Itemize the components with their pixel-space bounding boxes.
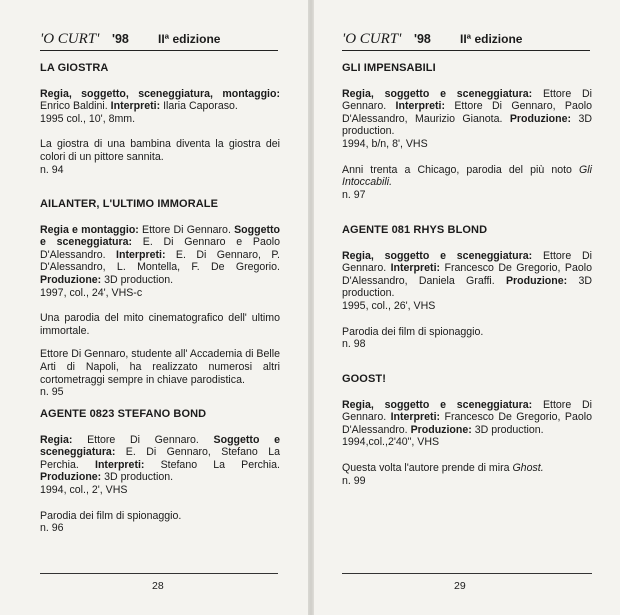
cast-label: Interpreti:	[390, 411, 441, 424]
right-page	[314, 0, 620, 615]
film-entry	[40, 408, 280, 546]
catalog-number: n. 97	[342, 188, 366, 201]
prod-value: 3D production.	[342, 274, 592, 300]
cast-value: Ilaria Caporaso.	[160, 100, 238, 113]
cast-value: Ettore Di Gennaro, Paolo D'Alessandro, Maurizio Gianota.	[342, 100, 592, 125]
cast-value: E. Di Gennaro, P. D'Alessandro, L. Montella, F. De Gregorio.	[40, 248, 280, 274]
prod-label: Produzione:	[509, 112, 572, 125]
catalog-number: n. 94	[40, 163, 64, 176]
film-description: La giostra di una bambina diventa la giostra dei colori di un pittore sannita. n. 94	[40, 138, 280, 176]
film-entry	[342, 62, 592, 212]
prod-value: 3D production.	[342, 112, 592, 138]
prod-label: Produzione:	[40, 471, 102, 484]
cast-label: Interpreti:	[110, 100, 161, 113]
film-entry	[342, 373, 592, 498]
cast-value: Stefano La Perchia.	[144, 458, 280, 471]
film-credits	[40, 88, 280, 126]
cast-label: Interpreti:	[390, 262, 441, 275]
film-title: GLI IMPENSABILI	[342, 62, 436, 74]
film-credits	[342, 399, 592, 449]
footer-rule	[342, 573, 592, 574]
tech-specs: 1997, col., 24', VHS-c	[40, 286, 143, 299]
cast-value: Francesco De Gregorio, Paolo D'Alessandro.	[342, 411, 592, 436]
film-description: Questa volta l'autore prende di mira Ghost. n. 99	[342, 461, 544, 487]
prod-label: Produzione:	[505, 274, 568, 287]
tech-specs: 1994, b/n, 8', VHS	[342, 137, 428, 150]
prod-label: Produzione:	[40, 273, 102, 286]
film-credits	[342, 250, 592, 313]
credit-label: Regia e montaggio:	[40, 223, 139, 236]
credit-value: Ettore Di Gennaro.	[138, 223, 235, 236]
tech-specs: 1994,col.,2'40", VHS	[342, 436, 440, 449]
credit2-label: Soggetto e sceneggiatura:	[40, 223, 280, 249]
credit-value: Enrico Baldini.	[40, 100, 111, 113]
tech-specs: 1994, col., 2', VHS	[40, 483, 128, 496]
cast-value: Francesco De Gregorio, Paolo D'Alessandro, Daniela Graffi.	[342, 262, 592, 287]
catalog-number: n. 96	[40, 522, 64, 535]
prod-value: 3D production.	[101, 273, 174, 286]
cast-label: Interpreti:	[95, 458, 145, 471]
film-description: Parodia dei film di spionaggio. n. 98	[342, 325, 484, 351]
credit-label: Regia, soggetto, sceneggiatura, montaggio:	[40, 87, 280, 100]
prod-value: 3D production.	[101, 471, 174, 484]
page-number: 28	[152, 580, 164, 592]
film-title: AILANTER, L'ULTIMO IMMORALE	[40, 198, 219, 210]
film-entry	[40, 62, 280, 187]
film-entry	[40, 198, 280, 410]
film-description: Anni trenta a Chicago, parodia del più noto Gli Intoccabili. n. 97	[342, 163, 592, 201]
cast-label: Interpreti:	[116, 248, 166, 261]
running-header	[40, 32, 278, 51]
edition-label: IIª edizione	[460, 32, 523, 46]
tech-specs: 1995 col., 10', 8mm.	[40, 112, 136, 125]
referenced-film: Gli Intoccabili.	[342, 163, 592, 189]
film-description: Una parodia del mito cinematografico dell' ultimo immortale.	[40, 312, 280, 337]
film-credits	[40, 224, 280, 300]
credit-value: Ettore Di Gennaro.	[342, 249, 593, 275]
catalog-number: n. 95	[40, 386, 64, 399]
festival-brand: 'O CURT'	[342, 31, 402, 47]
festival-brand: 'O CURT'	[40, 31, 100, 47]
page-number: 29	[454, 580, 466, 592]
credit-value: Ettore Di Gennaro.	[72, 433, 214, 446]
film-credits	[40, 434, 280, 497]
edition-label: IIª edizione	[158, 32, 221, 46]
author-note: Ettore Di Gennaro, studente all' Accademia di Belle Arti di Napoli, ha realizzato numerosi altri cortometraggi sempre in chiave parodistica. n. 95	[40, 348, 280, 399]
referenced-film: Ghost.	[512, 461, 544, 474]
festival-year: '98	[414, 32, 431, 46]
festival-year: '98	[112, 32, 129, 46]
footer-rule	[40, 573, 278, 574]
prod-value: 3D production.	[471, 423, 544, 436]
credit2-value: E. Di Gennaro e Paolo D'Alessandro.	[40, 236, 280, 261]
credit-label: Regia, soggetto e sceneggiatura:	[342, 398, 533, 411]
film-title: LA GIOSTRA	[40, 62, 109, 74]
catalog-number: n. 98	[342, 338, 366, 351]
tech-specs: 1995, col., 26', VHS	[342, 299, 436, 312]
running-header	[342, 32, 590, 51]
cast-label: Interpreti:	[395, 100, 445, 113]
prod-label: Produzione:	[410, 423, 472, 436]
credit2-label: Soggetto e sceneggiatura:	[40, 433, 280, 459]
film-entry	[342, 224, 592, 362]
credit-value: Ettore Di Gennaro.	[342, 398, 593, 424]
film-title: AGENTE 0823 STEFANO BOND	[40, 408, 207, 420]
film-credits	[342, 88, 592, 151]
catalog-number: n. 99	[342, 474, 366, 487]
credit-label: Regia, soggetto e sceneggiatura:	[342, 87, 533, 100]
left-page	[0, 0, 308, 615]
film-title: AGENTE 081 RHYS BLOND	[342, 224, 488, 236]
film-title: GOOST!	[342, 373, 386, 385]
credit-label: Regia:	[40, 433, 73, 446]
credit2-value: E. Di Gennaro, Stefano La Perchia.	[40, 446, 280, 471]
credit-value: Ettore Di Gennaro.	[342, 87, 593, 113]
credit-label: Regia, soggetto e sceneggiatura:	[342, 249, 533, 262]
film-description: Parodia dei film di spionaggio. n. 96	[40, 509, 182, 535]
